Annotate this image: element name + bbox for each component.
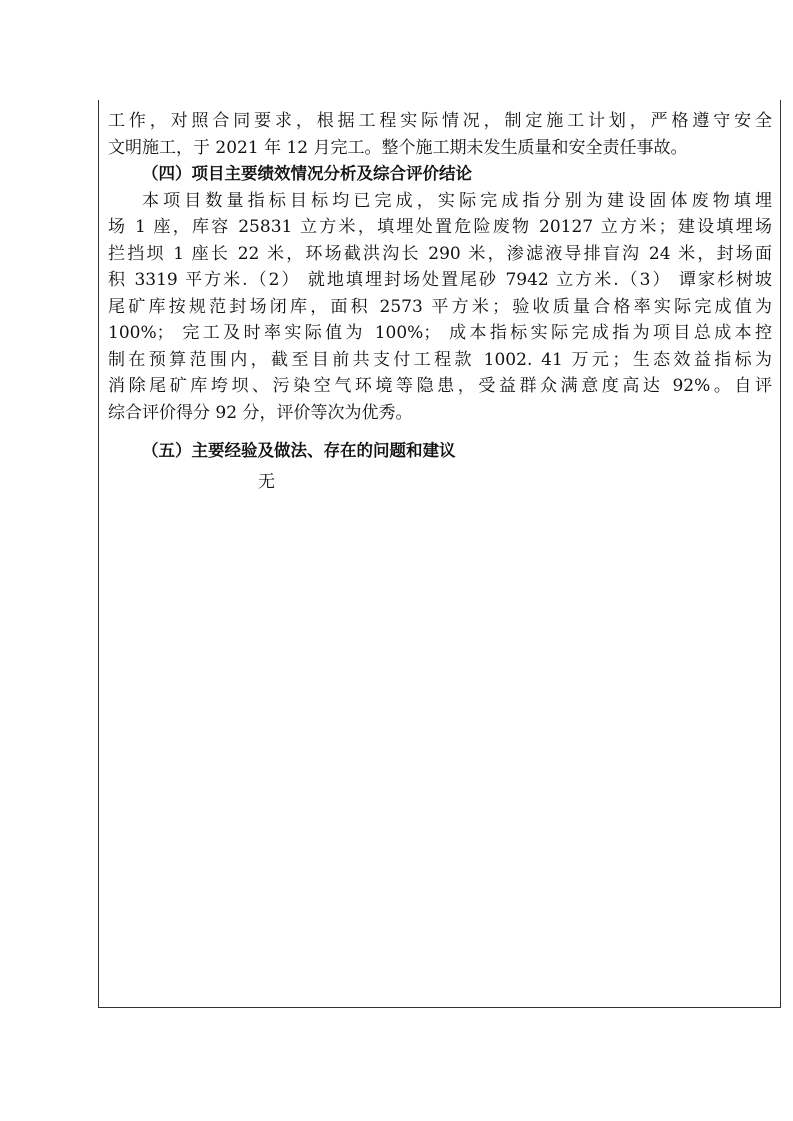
text-line: 工作，对照合同要求，根据工程实际情况，制定施工计划，严格遵守安全 xyxy=(108,111,772,131)
document-body xyxy=(108,108,772,495)
section-4-paragraph xyxy=(108,188,772,427)
text-line: 综合评价得分 92 分，评价等次为优秀。 xyxy=(108,402,413,423)
text-line: 消除尾矿库垮坝、污染空气环境等隐患，受益群众满意度高达 92%。自评 xyxy=(108,376,772,396)
section-5-heading: （五）主要经验及做法、存在的问题和建议 xyxy=(142,441,456,460)
prev-section-paragraph xyxy=(108,108,772,161)
section-4-heading: （四）项目主要绩效情况分析及综合评价结论 xyxy=(142,164,472,183)
text-line: 积 3319 平方米.（2） 就地填埋封场处置尾砂 7942 立方米.（3） 谭家杉树坡 xyxy=(108,270,772,290)
text-line: 场 1 座，库容 25831 立方米，填埋处置危险废物 20127 立方米；建设填埋场 xyxy=(108,217,772,237)
text-line: 拦挡坝 1 座长 22 米，环场截洪沟长 290 米，渗滤液导排盲沟 24 米，封场面 xyxy=(108,243,772,264)
section-5-body: 无 xyxy=(258,471,275,492)
text-line: 100%； 完工及时率实际值为 100%； 成本指标实际完成指为项目总成本控 xyxy=(108,323,772,343)
text-line: 本项目数量指标目标均已完成，实际完成指分别为建设固体废物填埋 xyxy=(142,190,772,211)
text-line: 制在预算范围内，截至目前共支付工程款 1002. 41 万元；生态效益指标为 xyxy=(108,349,772,370)
text-line: 尾矿库按规范封场闭库，面积 2573 平方米；验收质量合格率实际完成值为 xyxy=(108,296,772,317)
text-line: 文明施工，于 2021 年 12 月完工。整个施工期未发生质量和安全责任事故。 xyxy=(108,137,688,158)
